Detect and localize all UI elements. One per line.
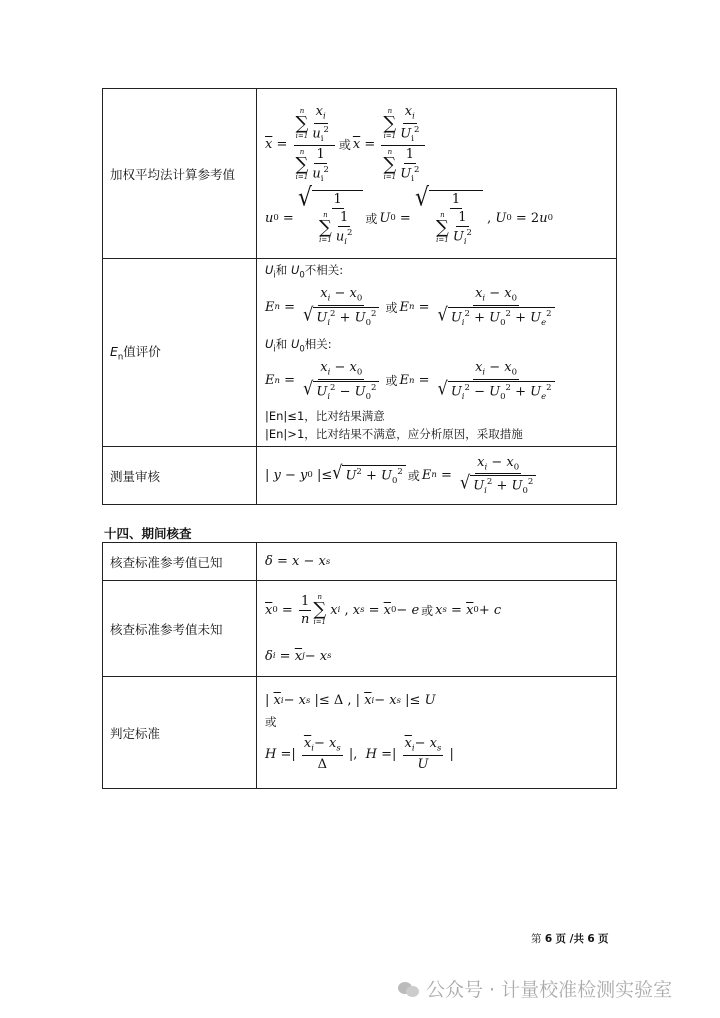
or-text: 或 — [385, 374, 398, 389]
or-text: 或 — [338, 137, 351, 152]
or-text: 或 — [407, 468, 420, 483]
formula-table-1 — [102, 88, 617, 505]
formula-cell-en: $U_i$和 $U_0$不相关: E n = $x_i - x_0$ √ $U_i^2 + U_0^2$ 或 E n = $x_i - x_0$ √ $U_i^2 + U_0^2 + U_e^2$ $U_i$和 $U_0$相关: E n = $x_i - x_0$ √ $U_i^2 - U_0^2$ 或 E n = $x_i - x_0$ √ $U_i^2 - U_0^2 + U_e^2$ |En|≤1，比对结果满意 |En|>1，比对结果不满意，应分析原因，采取措施 — [257, 259, 617, 447]
watermark — [398, 975, 672, 1002]
or-text: 或 — [385, 300, 398, 315]
formula-cell-weighted-mean: $\overline{x}$ = n ∑ i=1 $\frac{x_i}{u_i^2}$ n ∑ i=1 $\frac{1}{u_i^2}$ 或 $\overline{x}$ = n ∑ i=1 $\frac{x_i}{U_i^2}$ n ∑ i=1 $\frac{1}{U_i^2}$ u 0 = √ 1 n ∑ i=1 $\frac{1}{u_i^2}$ 或 U 0 = √ 1 n ∑ i=1 $\frac{1}{U_i^2}$ , U 0 = 2 u 0 — [257, 89, 617, 259]
condition-uncorrelated: $U_i$和 $U_0$不相关: — [265, 263, 344, 281]
condition-correlated: $U_i$和 $U_0$相关: — [265, 336, 332, 355]
formula-cell-unknown: $\overline{x}$ 0 = $\frac{1}{n}$ n ∑ i=1 x i , x s = $\overline{x}$ 0 − e 或 x s = $\overline{x}$ 0 + c δ i = $\overline{x}$ j − x s — [257, 581, 617, 677]
criterion-satisfied: |En|≤1，比对结果满意 — [265, 408, 385, 423]
table-row — [103, 447, 617, 505]
table-row — [103, 581, 617, 677]
row-label-en: $E_n$值评价 — [103, 259, 257, 447]
section-title: 十四、期间核查 — [104, 526, 192, 541]
or-text: 或 — [365, 211, 378, 226]
row-label-criteria: 判定标准 — [103, 677, 257, 789]
formula-cell-audit: | y − y 0 |≤ √ $U^2 + U_0^2$ 或 E n = $x_i - x_0$ √ $U_i^2 + U_0^2$ — [257, 447, 617, 505]
criterion-unsatisfied: |En|>1，比对结果不满意，应分析原因，采取措施 — [265, 426, 523, 441]
row-label-known: 核查标准参考值已知 — [103, 543, 257, 581]
table-row — [103, 677, 617, 789]
formula-table-2 — [102, 542, 617, 789]
table-row — [103, 259, 617, 447]
row-label-unknown: 核查标准参考值未知 — [103, 581, 257, 677]
wechat-icon — [398, 980, 420, 998]
page-footer: 第 6 页 /共 6 页 — [531, 933, 609, 945]
or-text: 或 — [421, 603, 434, 618]
or-line: 或 — [265, 715, 277, 730]
table-row — [103, 89, 617, 259]
formula-cell-criteria: | $\overline{x}$ i − x s |≤ Δ , | $\overline{x}$ i − x s |≤ U 或 H =| $\frac{\overline{x}_i- x_s}{\Delta}$ |, H =| $\frac{\overline{x}_i- x_s}{U}$ | — [257, 677, 617, 789]
watermark-text: 公众号 · 计量校准检测实验室 — [426, 979, 673, 1001]
row-label-weighted-mean: 加权平均法计算参考值 — [103, 89, 257, 259]
table-row — [103, 543, 617, 581]
formula-cell-known: δ = x − x s — [257, 543, 617, 581]
row-label-audit: 测量审核 — [103, 447, 257, 505]
